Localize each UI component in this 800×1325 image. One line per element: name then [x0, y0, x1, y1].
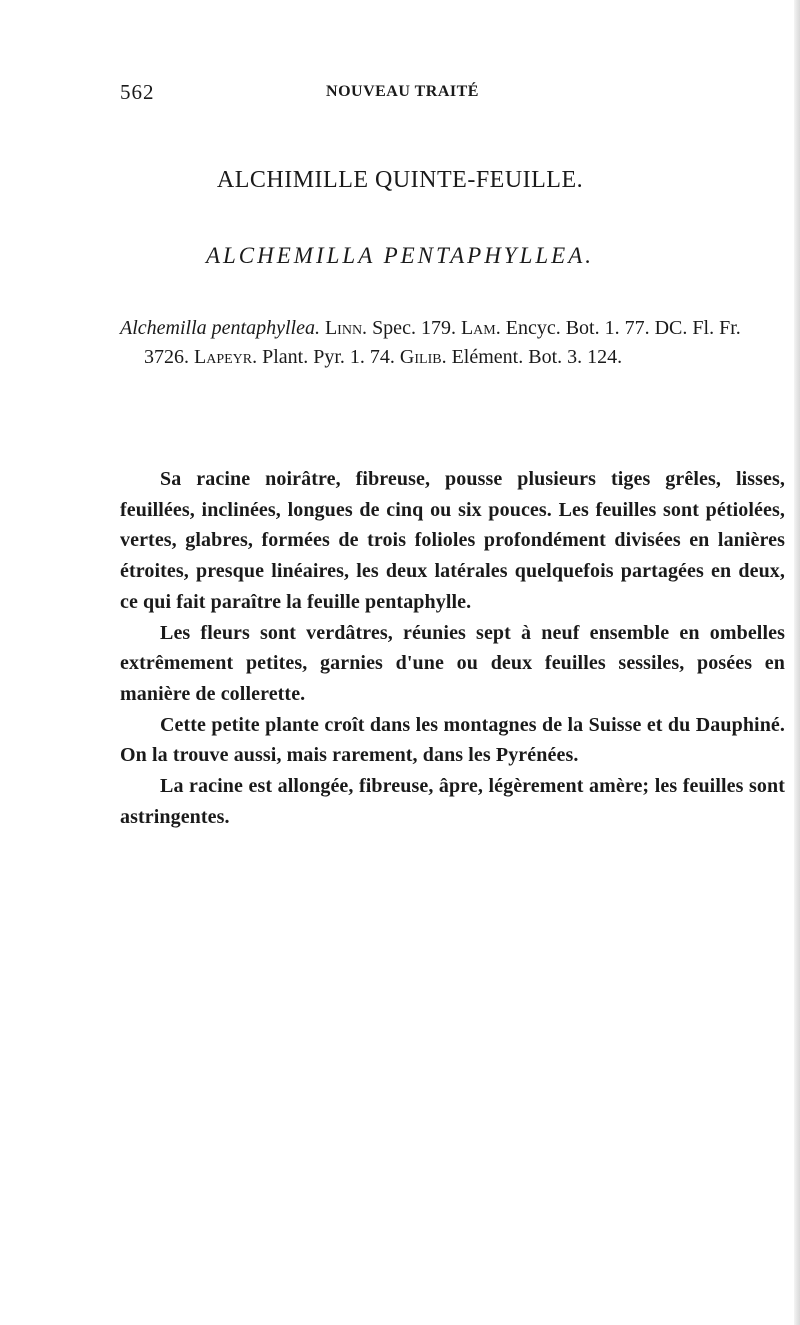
- reference-text: Encyc. Bot. 1. 77. DC. Fl. Fr. 3726.: [144, 317, 741, 368]
- species-name: Alchemilla pentaphyllea.: [120, 317, 320, 339]
- plant-latin-name-title: ALCHEMILLA PENTAPHYLLEA.: [205, 243, 595, 268]
- synonymy-references: [120, 314, 775, 372]
- page-edge-shadow: [794, 0, 800, 1325]
- reference-text: Plant. Pyr. 1. 74.: [262, 346, 395, 368]
- paragraph-root-and-leaves: Sa racine noirâtre, fibreuse, pousse plusieurs tiges grêles, lisses, feuillées, inclinées, longues de cinq ou six pouces. Les feuilles sont pétiolées, vertes, glabres, formées de trois folioles profondément divisées en lanières étroites, presque linéaires, les deux latérales quelquefois partagées en deux, ce qui fait paraître la feuille pentaphylle.: [120, 468, 785, 613]
- description-body: [120, 464, 785, 832]
- paragraph-flowers: Les fleurs sont verdâtres, réunies sept à neuf ensemble en ombelles extrêmement petites, garnies d'une ou deux feuilles sessiles, posées en manière de collerette.: [120, 621, 785, 705]
- reference-author: Linn.: [324, 317, 368, 339]
- running-title: NOUVEAU TRAITÉ: [326, 83, 479, 100]
- reference-author: Lam.: [460, 317, 501, 339]
- reference-author: Lapeyr.: [194, 346, 258, 368]
- paragraph-habitat: Cette petite plante croît dans les montagnes de la Suisse et du Dauphiné. On la trouve aussi, mais rarement, dans les Pyrénées.: [120, 713, 785, 767]
- page-number: 562: [120, 80, 155, 104]
- reference-text: Elément. Bot. 3. 124.: [451, 346, 623, 368]
- paragraph-properties: La racine est allongée, fibreuse, âpre, légèrement amère; les feuilles sont astringentes.: [120, 775, 785, 828]
- reference-author: Gilib.: [399, 346, 447, 368]
- reference-text: Spec. 179.: [372, 317, 456, 339]
- page-header: [120, 80, 685, 110]
- plant-common-name-title: ALCHIMILLE QUINTE-FEUILLE.: [216, 167, 584, 193]
